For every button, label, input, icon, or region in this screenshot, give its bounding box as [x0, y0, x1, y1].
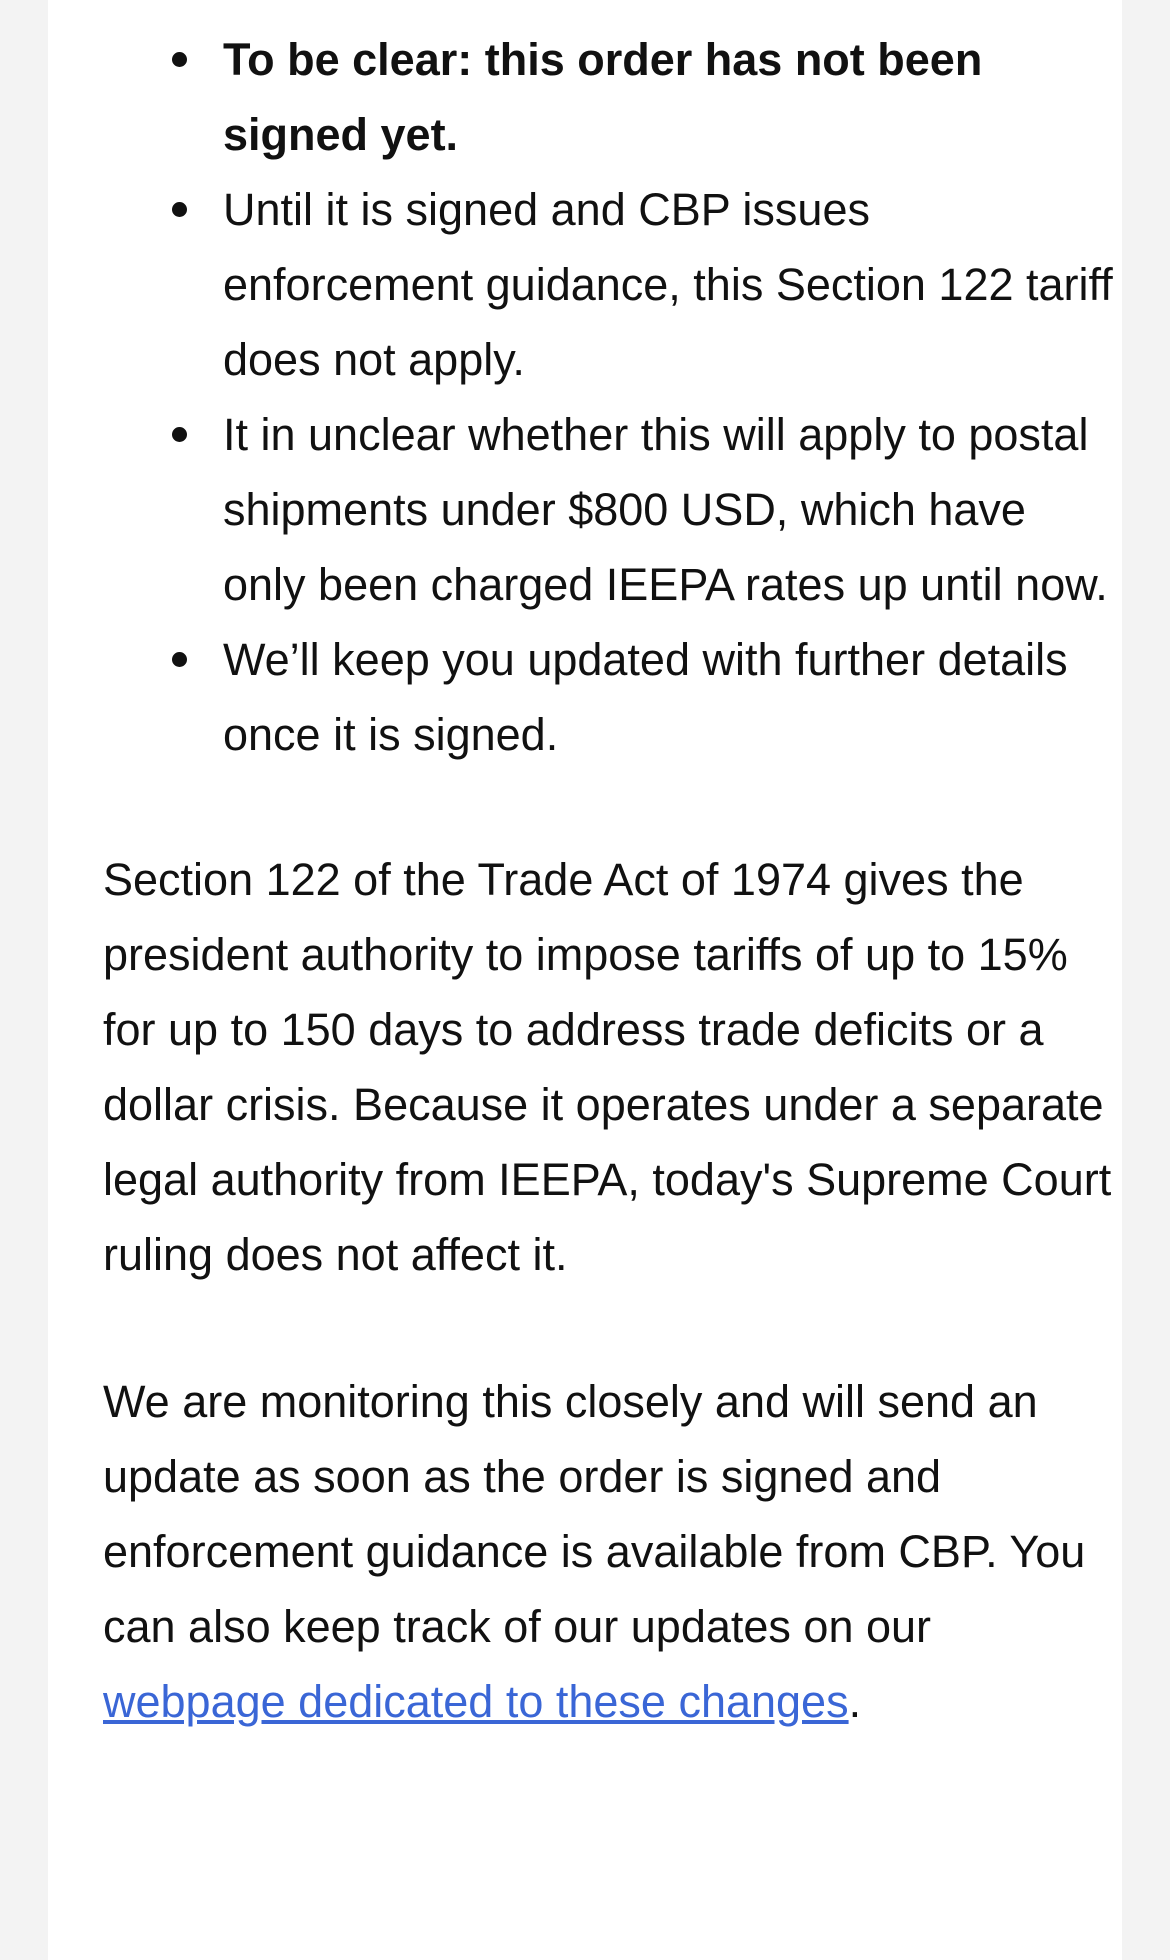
- bullet-list: [103, 22, 1113, 772]
- bullet-text: Until it is signed and CBP issues enforcement guidance, this Section 122 tariff does not apply.: [223, 184, 1113, 385]
- bullet-item-postal-shipments: [103, 397, 1113, 622]
- bullet-dot-icon: [172, 427, 187, 442]
- monitoring-text: We are monitoring this closely and will send an update as soon as the order is signed and enforcement guidance is available from CBP. You can also keep track of our updates on our: [103, 1376, 1086, 1652]
- bullet-text: We’ll keep you updated with further details once it is signed.: [223, 634, 1068, 760]
- bullet-item-not-signed: [103, 22, 1113, 172]
- email-body-card: [48, 0, 1122, 1960]
- bullet-dot-icon: [172, 652, 187, 667]
- section-122-paragraph: Section 122 of the Trade Act of 1974 gives the president authority to impose tariffs of up to 15% for up to 150 days to address trade deficits or a dollar crisis. Because it operates under a separate legal authority from IEEPA, today's Supreme Court ruling does not affect it.: [103, 854, 1112, 1280]
- changes-webpage-link[interactable]: webpage dedicated to these changes: [103, 1676, 849, 1727]
- email-content: [103, 22, 1113, 1739]
- bullet-text: It in unclear whether this will apply to postal shipments under $800 USD, which have only been charged IEEPA rates up until now.: [223, 409, 1108, 610]
- bullet-item-not-apply: [103, 172, 1113, 397]
- bullet-item-keep-updated: [103, 622, 1113, 772]
- bullet-dot-icon: [172, 52, 187, 67]
- trailing-period: .: [848, 1676, 862, 1727]
- monitoring-paragraph: [103, 1364, 1113, 1739]
- bullet-dot-icon: [172, 202, 187, 217]
- bullet-text: To be clear: this order has not been signed yet.: [223, 34, 983, 160]
